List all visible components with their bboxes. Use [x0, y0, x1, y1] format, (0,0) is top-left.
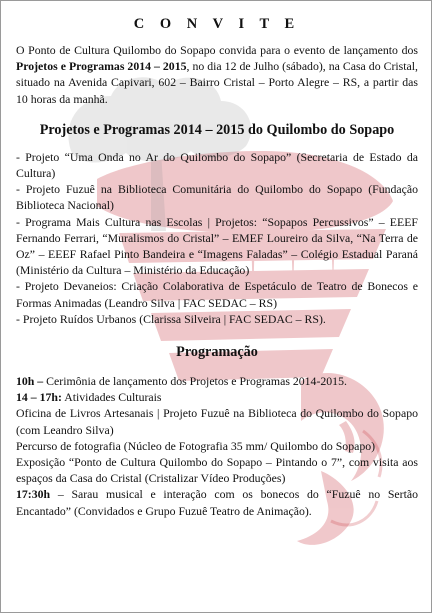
projects-list: [16, 149, 418, 327]
program-line: Percurso de fotografia (Núcleo de Fotografia 35 mm/ Quilombo do Sopapo): [16, 438, 376, 453]
program-line: [16, 373, 418, 389]
project-item: - Programa Mais Cultura nas Escolas | Projetos: “Sopapos Percussivos” – EEEF Fernando Ferrari, “Muralismos do Cristal” – EMEF Loureiro da Silva, “Na Terra de Oz” – EEEF Rafael Pinto Bandeira e “Imagens Faladas” – Colégio Estadual Paraná (Ministério da Cultura – Ministério da Educação): [16, 214, 418, 278]
project-item: - Projeto Devaneios: Criação Colaborativa de Espetáculo de Teatro de Bonecos e Formas Animadas (Leandro Silva | FAC SEDAC – RS): [16, 279, 418, 310]
projects-heading: Projetos e Programas 2014 – 2015 do Quilombo do Sopapo: [39, 121, 395, 138]
program-text: Atividades Culturais: [61, 390, 162, 405]
program-time: 10h –: [16, 374, 44, 389]
program-time: 14 – 17h:: [16, 390, 62, 405]
project-item: - Projeto Fuzuê na Biblioteca Comunitária do Quilombo do Sopapo (Fundação Biblioteca Nacional): [16, 182, 418, 213]
invitation-content: [16, 15, 418, 519]
program-line: [16, 486, 418, 518]
program-heading: Programação: [176, 344, 258, 361]
intro-paragraph: [16, 42, 418, 107]
program-line: [16, 389, 418, 405]
program-list: [16, 373, 418, 519]
program-line: Oficina de Livros Artesanais | Projeto Fuzuê na Biblioteca do Quilombo do Sopapo (com Leandro Silva): [16, 406, 418, 437]
project-item: - Projeto “Uma Onda no Ar do Quilombo do Sopapo” (Secretaria de Estado da Cultura): [16, 149, 418, 181]
intro-bold-event: Projetos e Programas 2014 – 2015: [16, 59, 187, 74]
program-line: Exposição “Ponto de Cultura Quilombo do Sopapo – Pintando o 7”, com visita aos espaços da Casa do Cristal (Cristalizar Vídeo Produções): [16, 455, 418, 486]
program-text: – Sarau musical e interação com os bonecos do “Fuzuê no Sertão Encantado” (Convidados e Grupo Fuzuê Teatro de Animação).: [16, 487, 418, 518]
project-item: - Projeto Ruídos Urbanos (Clarissa Silveira | FAC SEDAC – RS).: [16, 311, 326, 326]
program-text: Cerimônia de lançamento dos Projetos e Programas 2014-2015.: [43, 374, 347, 389]
intro-text-2: , no dia 12 de Julho (sábado), na Casa do Cristal, situado na Avenida Capivari, 602 – Bairro Cristal – Porto Alegre – RS, a partir das 10 horas da manhã.: [16, 59, 418, 106]
intro-text-1: O Ponto de Cultura Quilombo do Sopapo convida para o evento de lançamento dos: [16, 43, 418, 57]
program-time: 17:30h: [16, 487, 51, 502]
invitation-title: C O N V I T E: [133, 16, 301, 32]
